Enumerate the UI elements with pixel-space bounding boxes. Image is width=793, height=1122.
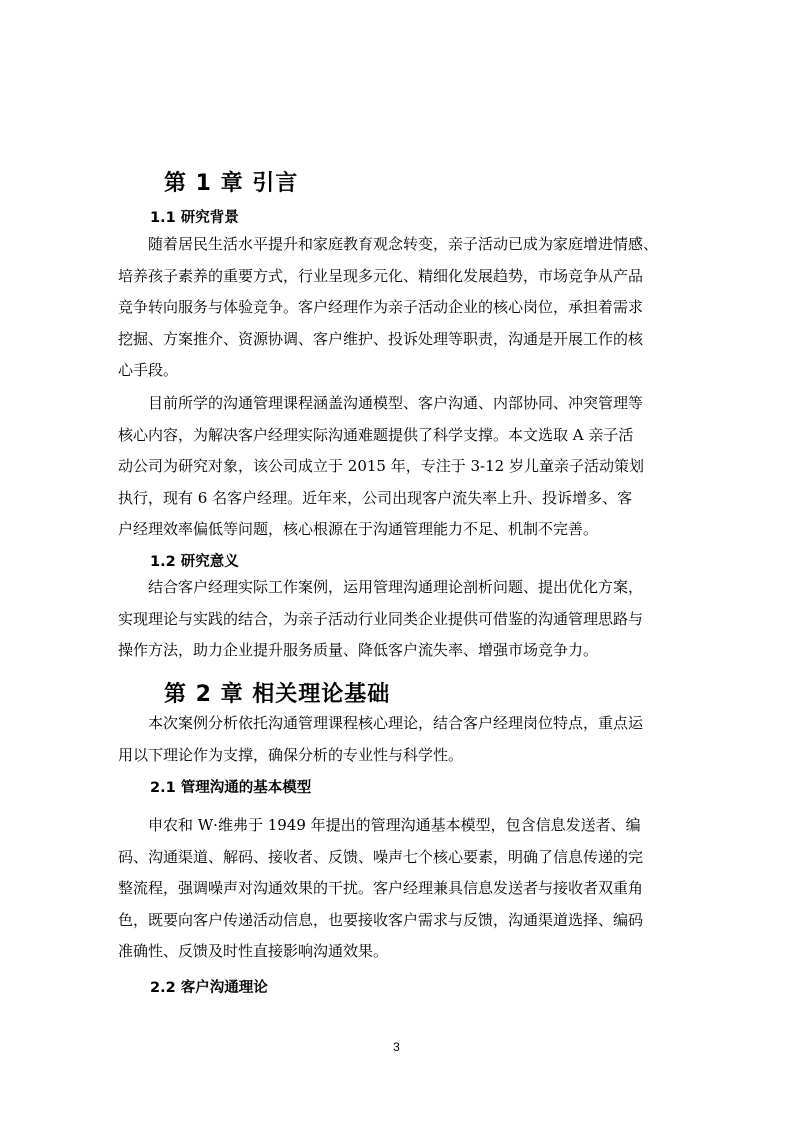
text-line: 整流程，强调噪声对沟通效果的干扰。客户经理兼具信息发送者与接收者双重角 <box>118 879 644 897</box>
text-line: 码、沟通渠道、解码、接收者、反馈、噪声七个核心要素，明确了信息传递的完 <box>118 847 644 866</box>
text-line: 竞争转向服务与体验竞争。客户经理作为亲子活动企业的核心岗位，承担着需求 <box>118 298 644 316</box>
text-line: 挖掘、方案推介、资源协调、客户维护、投诉处理等职责，沟通是开展工作的核 <box>118 329 644 348</box>
text-line: 申农和 W·维弗于 1949 年提出的管理沟通基本模型，包含信息发送者、编 <box>148 816 641 834</box>
text-line: 实现理论与实践的结合，为亲子活动行业同类企业提供可借鉴的沟通管理思路与 <box>118 609 644 628</box>
text-line: 本次案例分析依托沟通管理课程核心理论，结合客户经理岗位特点，重点运 <box>148 714 644 732</box>
section-1-1-heading: 1.1 研究背景 <box>150 210 239 226</box>
chapter-2-intro-paragraph <box>118 708 678 771</box>
text-line: 色，既要向客户传递活动信息，也要接收客户需求与反馈，沟通渠道选择、编码 <box>118 910 644 929</box>
text-line: 用以下理论作为支撑，确保分析的专业性与科学性。 <box>118 745 464 764</box>
text-line: 户经理效率偏低等问题，核心根源在于沟通管理能力不足、机制不完善。 <box>118 520 599 538</box>
chapter-2-title: 第 2 章 相关理论基础 <box>164 682 391 707</box>
text-line: 培养孩子素养的重要方式，行业呈现多元化、精细化发展趋势，市场竞争从产品 <box>118 266 644 285</box>
section-1-2-heading: 1.2 研究意义 <box>150 554 239 570</box>
text-line: 结合客户经理实际工作案例，运用管理沟通理论剖析问题、提出优化方案， <box>148 578 644 596</box>
text-line: 随着居民生活水平提升和家庭教育观念转变，亲子活动已成为家庭增进情感、 <box>148 235 659 253</box>
text-line: 动公司为研究对象，该公司成立于 2015 年，专注于 3-12 岁儿童亲子活动策划 <box>118 457 644 475</box>
text-line: 心手段。 <box>118 361 179 379</box>
text-line: 目前所学的沟通管理课程涵盖沟通模型、客户沟通、内部协同、冲突管理等 <box>148 394 644 412</box>
text-line: 准确性、反馈及时性直接影响沟通效果。 <box>118 942 389 960</box>
section-1-2-paragraph <box>118 572 678 667</box>
section-2-1-heading: 2.1 管理沟通的基本模型 <box>150 780 312 796</box>
section-2-1-paragraph <box>118 810 678 968</box>
chapter-1-title: 第 1 章 引言 <box>164 171 299 196</box>
section-2-2-heading: 2.2 客户沟通理论 <box>150 980 268 996</box>
text-line: 执行，现有 6 名客户经理。近年来，公司出现客户流失率上升、投诉增多、客 <box>118 488 633 507</box>
text-line: 操作方法，助力企业提升服务质量、降低客户流失率、增强市场竞争力。 <box>118 641 599 659</box>
section-1-1-paragraph-1 <box>118 229 678 387</box>
section-1-1-paragraph-2 <box>118 388 678 546</box>
page-number: 3 <box>393 1040 400 1054</box>
text-line: 核心内容，为解决客户经理实际沟通难题提供了科学支撑。本文选取 A 亲子活 <box>118 425 634 444</box>
